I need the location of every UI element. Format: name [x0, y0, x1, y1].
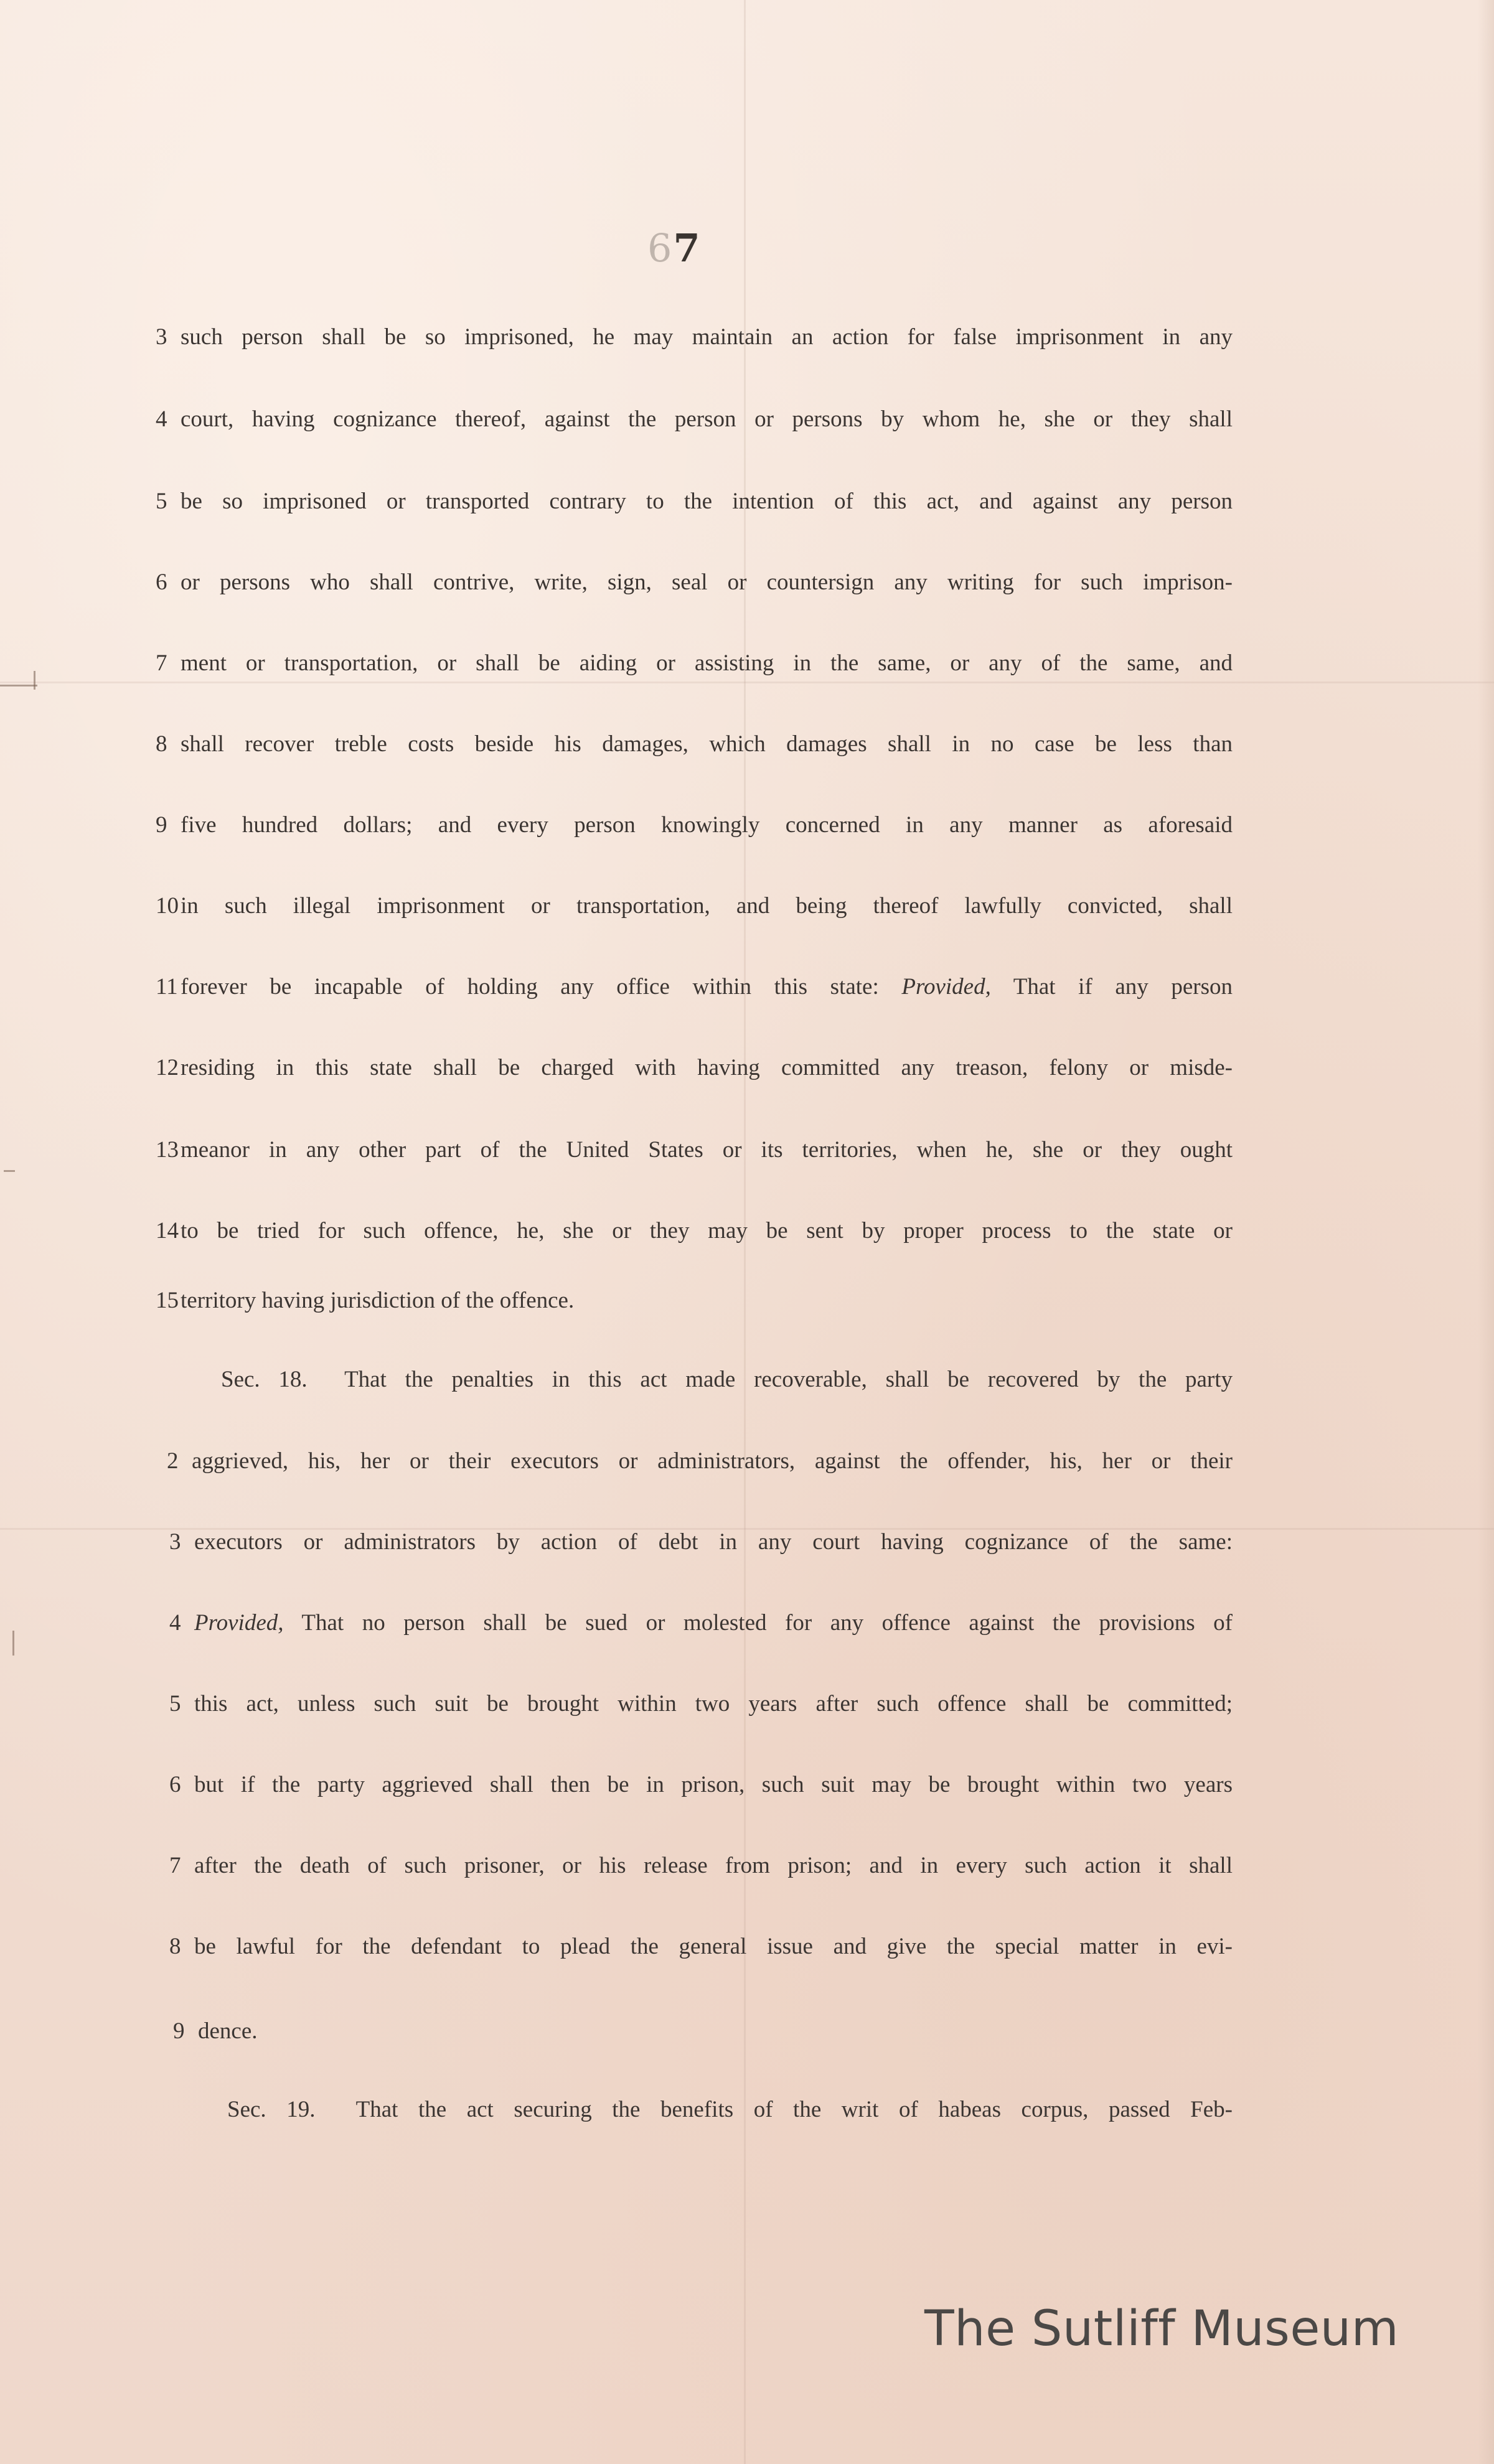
- paper-tear-mark-vertical: [34, 671, 35, 690]
- line-number: 4: [156, 406, 167, 432]
- paper-tear-mark: [0, 685, 37, 686]
- text-line: 4 Provided, That no person shall be sued or molested for any offence against the provisions of: [169, 1610, 1233, 1636]
- text-line: 12residing in this state shall be charged with having committed any treason, felony or misde-: [156, 1055, 1233, 1080]
- line-number: 8: [156, 731, 167, 757]
- line-number: 6: [156, 569, 167, 595]
- line-number: 7: [156, 650, 167, 676]
- text-line: 3 such person shall be so imprisoned, he may maintain an action for false imprisonment in any: [156, 324, 1233, 350]
- section-heading: Sec. 19.: [227, 2097, 316, 2122]
- text-line: 9 dence.: [173, 2018, 258, 2044]
- text-line: 15territory having jurisdiction of the offence.: [156, 1288, 575, 1313]
- text-line: 8 be lawful for the defendant to plead the general issue and give the special matter in evi-: [169, 1934, 1233, 1959]
- line-number: 10: [156, 893, 179, 919]
- paper-nick-mark: [4, 1170, 15, 1172]
- text-line: 10in such illegal imprisonment or transportation, and being thereof lawfully convicted, shall: [156, 893, 1233, 919]
- page-number: 67: [647, 225, 702, 271]
- text-line: 7 after the death of such prisoner, or his release from prison; and in every such action it shall: [169, 1853, 1233, 1878]
- line-number: 9: [156, 812, 167, 838]
- line-number: 15: [156, 1288, 179, 1313]
- line-number: 5: [169, 1691, 181, 1717]
- line-number: 6: [169, 1772, 181, 1797]
- paper-nick-mark-lower: [12, 1631, 14, 1656]
- text-line: 14to be tried for such offence, he, she or they may be sent by proper process to the state or: [156, 1218, 1233, 1244]
- text-line: 5 be so imprisoned or transported contrary to the intention of this act, and against any person: [156, 489, 1233, 514]
- line-number: 7: [169, 1853, 181, 1878]
- line-number: 14: [156, 1218, 179, 1244]
- line-number: 9: [173, 2018, 185, 2044]
- text-line: 2 aggrieved, his, her or their executors or administrators, against the offender, his, her or their: [167, 1448, 1233, 1474]
- text-line: 7 ment or transportation, or shall be aiding or assisting in the same, or any of the same, and: [156, 650, 1233, 676]
- section-heading: Sec. 18.: [221, 1367, 308, 1392]
- paper-edge-shadow: [1478, 0, 1494, 2464]
- line-number: 4: [169, 1610, 181, 1636]
- section-19-heading-line: Sec. 19. That the act securing the benefits of the writ of habeas corpus, passed Feb-: [227, 2097, 1233, 2122]
- line-number: 13: [156, 1137, 179, 1163]
- line-number: 2: [167, 1448, 179, 1474]
- text-line: 6 but if the party aggrieved shall then be in prison, such suit may be brought within two years: [169, 1772, 1233, 1797]
- text-line: 9 five hundred dollars; and every person knowingly concerned in any manner as aforesaid: [156, 812, 1233, 838]
- line-number: 12: [156, 1055, 179, 1080]
- section-18-heading-line: Sec. 18. That the penalties in this act made recoverable, shall be recovered by the party: [221, 1367, 1233, 1392]
- text-line: 13meanor in any other part of the United States or its territories, when he, she or they ought: [156, 1137, 1233, 1163]
- line-number: 8: [169, 1934, 181, 1959]
- text-line: 6 or persons who shall contrive, write, sign, seal or countersign any writing for such imprison-: [156, 569, 1233, 595]
- text-line: 3 executors or administrators by action of debt in any court having cognizance of the same:: [169, 1529, 1233, 1555]
- line-number: 5: [156, 489, 167, 514]
- text-line: 11 forever be incapable of holding any office within this state: Provided, That if any person: [156, 974, 1233, 1000]
- museum-watermark: The Sutliff Museum: [924, 2301, 1399, 2357]
- text-line: 5 this act, unless such suit be brought within two years after such offence shall be committed;: [169, 1691, 1233, 1717]
- line-number: 3: [169, 1529, 181, 1555]
- line-number: 3: [156, 324, 167, 350]
- text-line: 8 shall recover treble costs beside his damages, which damages shall in no case be less than: [156, 731, 1233, 757]
- horizontal-fold-crease: [0, 682, 1494, 683]
- line-number: 11: [156, 974, 178, 1000]
- text-line: 4 court, having cognizance thereof, against the person or persons by whom he, she or they shall: [156, 406, 1233, 432]
